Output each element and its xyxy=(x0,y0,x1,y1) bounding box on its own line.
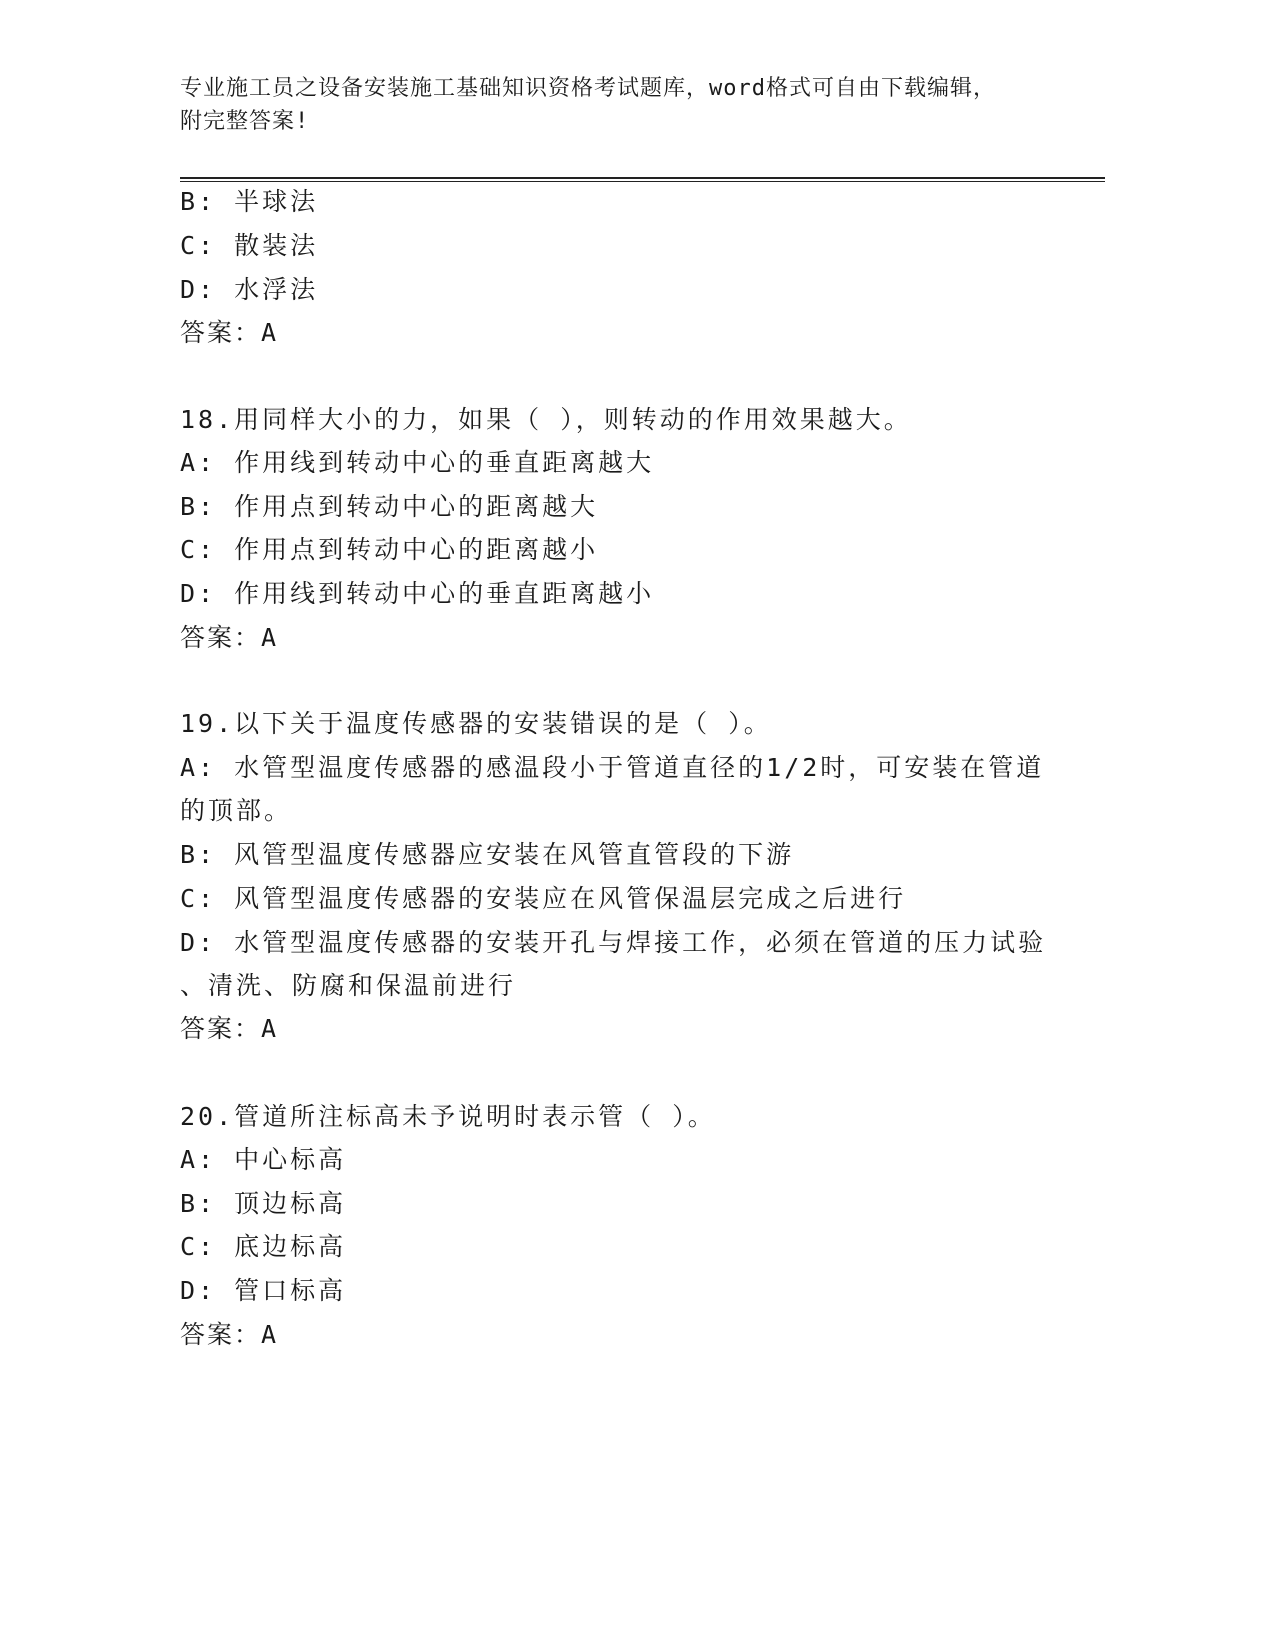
q20-option-a: A: 中心标高 xyxy=(180,1145,347,1174)
header-line-1: 专业施工员之设备安装施工基础知识资格考试题库，word格式可自由下载编辑， xyxy=(180,76,996,101)
q19-option-b: B: 风管型温度传感器应安装在风管直管段的下游 xyxy=(180,840,795,869)
header-divider xyxy=(180,177,1105,182)
q19-option-d: D: 水管型温度传感器的安装开孔与焊接工作，必须在管道的压力试验 xyxy=(180,928,1047,957)
q20-option-c: C: 底边标高 xyxy=(180,1232,347,1261)
q20-option-d: D: 管口标高 xyxy=(180,1276,347,1305)
q20-answer: 答案：A xyxy=(180,1320,279,1349)
q18-option-b: B: 作用点到转动中心的距离越大 xyxy=(180,492,599,521)
header-line-2: 附完整答案! xyxy=(180,109,310,134)
prev-option-c: C: 散装法 xyxy=(180,231,319,260)
prev-option-d: D: 水浮法 xyxy=(180,275,319,304)
q20-option-b: B: 顶边标高 xyxy=(180,1189,347,1218)
q18-option-a: A: 作用线到转动中心的垂直距离越大 xyxy=(180,448,655,477)
q19-stem: 19.以下关于温度传感器的安装错误的是（ ）。 xyxy=(180,709,772,738)
q19-option-c: C: 风管型温度传感器的安装应在风管保温层完成之后进行 xyxy=(180,884,907,913)
prev-option-b: B: 半球法 xyxy=(180,187,319,216)
q18-option-d: D: 作用线到转动中心的垂直距离越小 xyxy=(180,579,655,608)
document-header xyxy=(180,72,1040,138)
q19-answer: 答案：A xyxy=(180,1014,279,1043)
q19-option-d-cont: 、清洗、防腐和保温前进行 xyxy=(180,971,517,1000)
q20-stem: 20.管道所注标高未予说明时表示管（ ）。 xyxy=(180,1102,716,1131)
prev-answer: 答案：A xyxy=(180,318,279,347)
q18-option-c: C: 作用点到转动中心的距离越小 xyxy=(180,535,599,564)
q18-answer: 答案：A xyxy=(180,623,279,652)
q19-option-a: A: 水管型温度传感器的感温段小于管道直径的1/2时，可安装在管道 xyxy=(180,753,1045,782)
q18-stem: 18.用同样大小的力，如果（ ），则转动的作用效果越大。 xyxy=(180,405,912,434)
q19-option-a-cont: 的顶部。 xyxy=(180,796,293,825)
